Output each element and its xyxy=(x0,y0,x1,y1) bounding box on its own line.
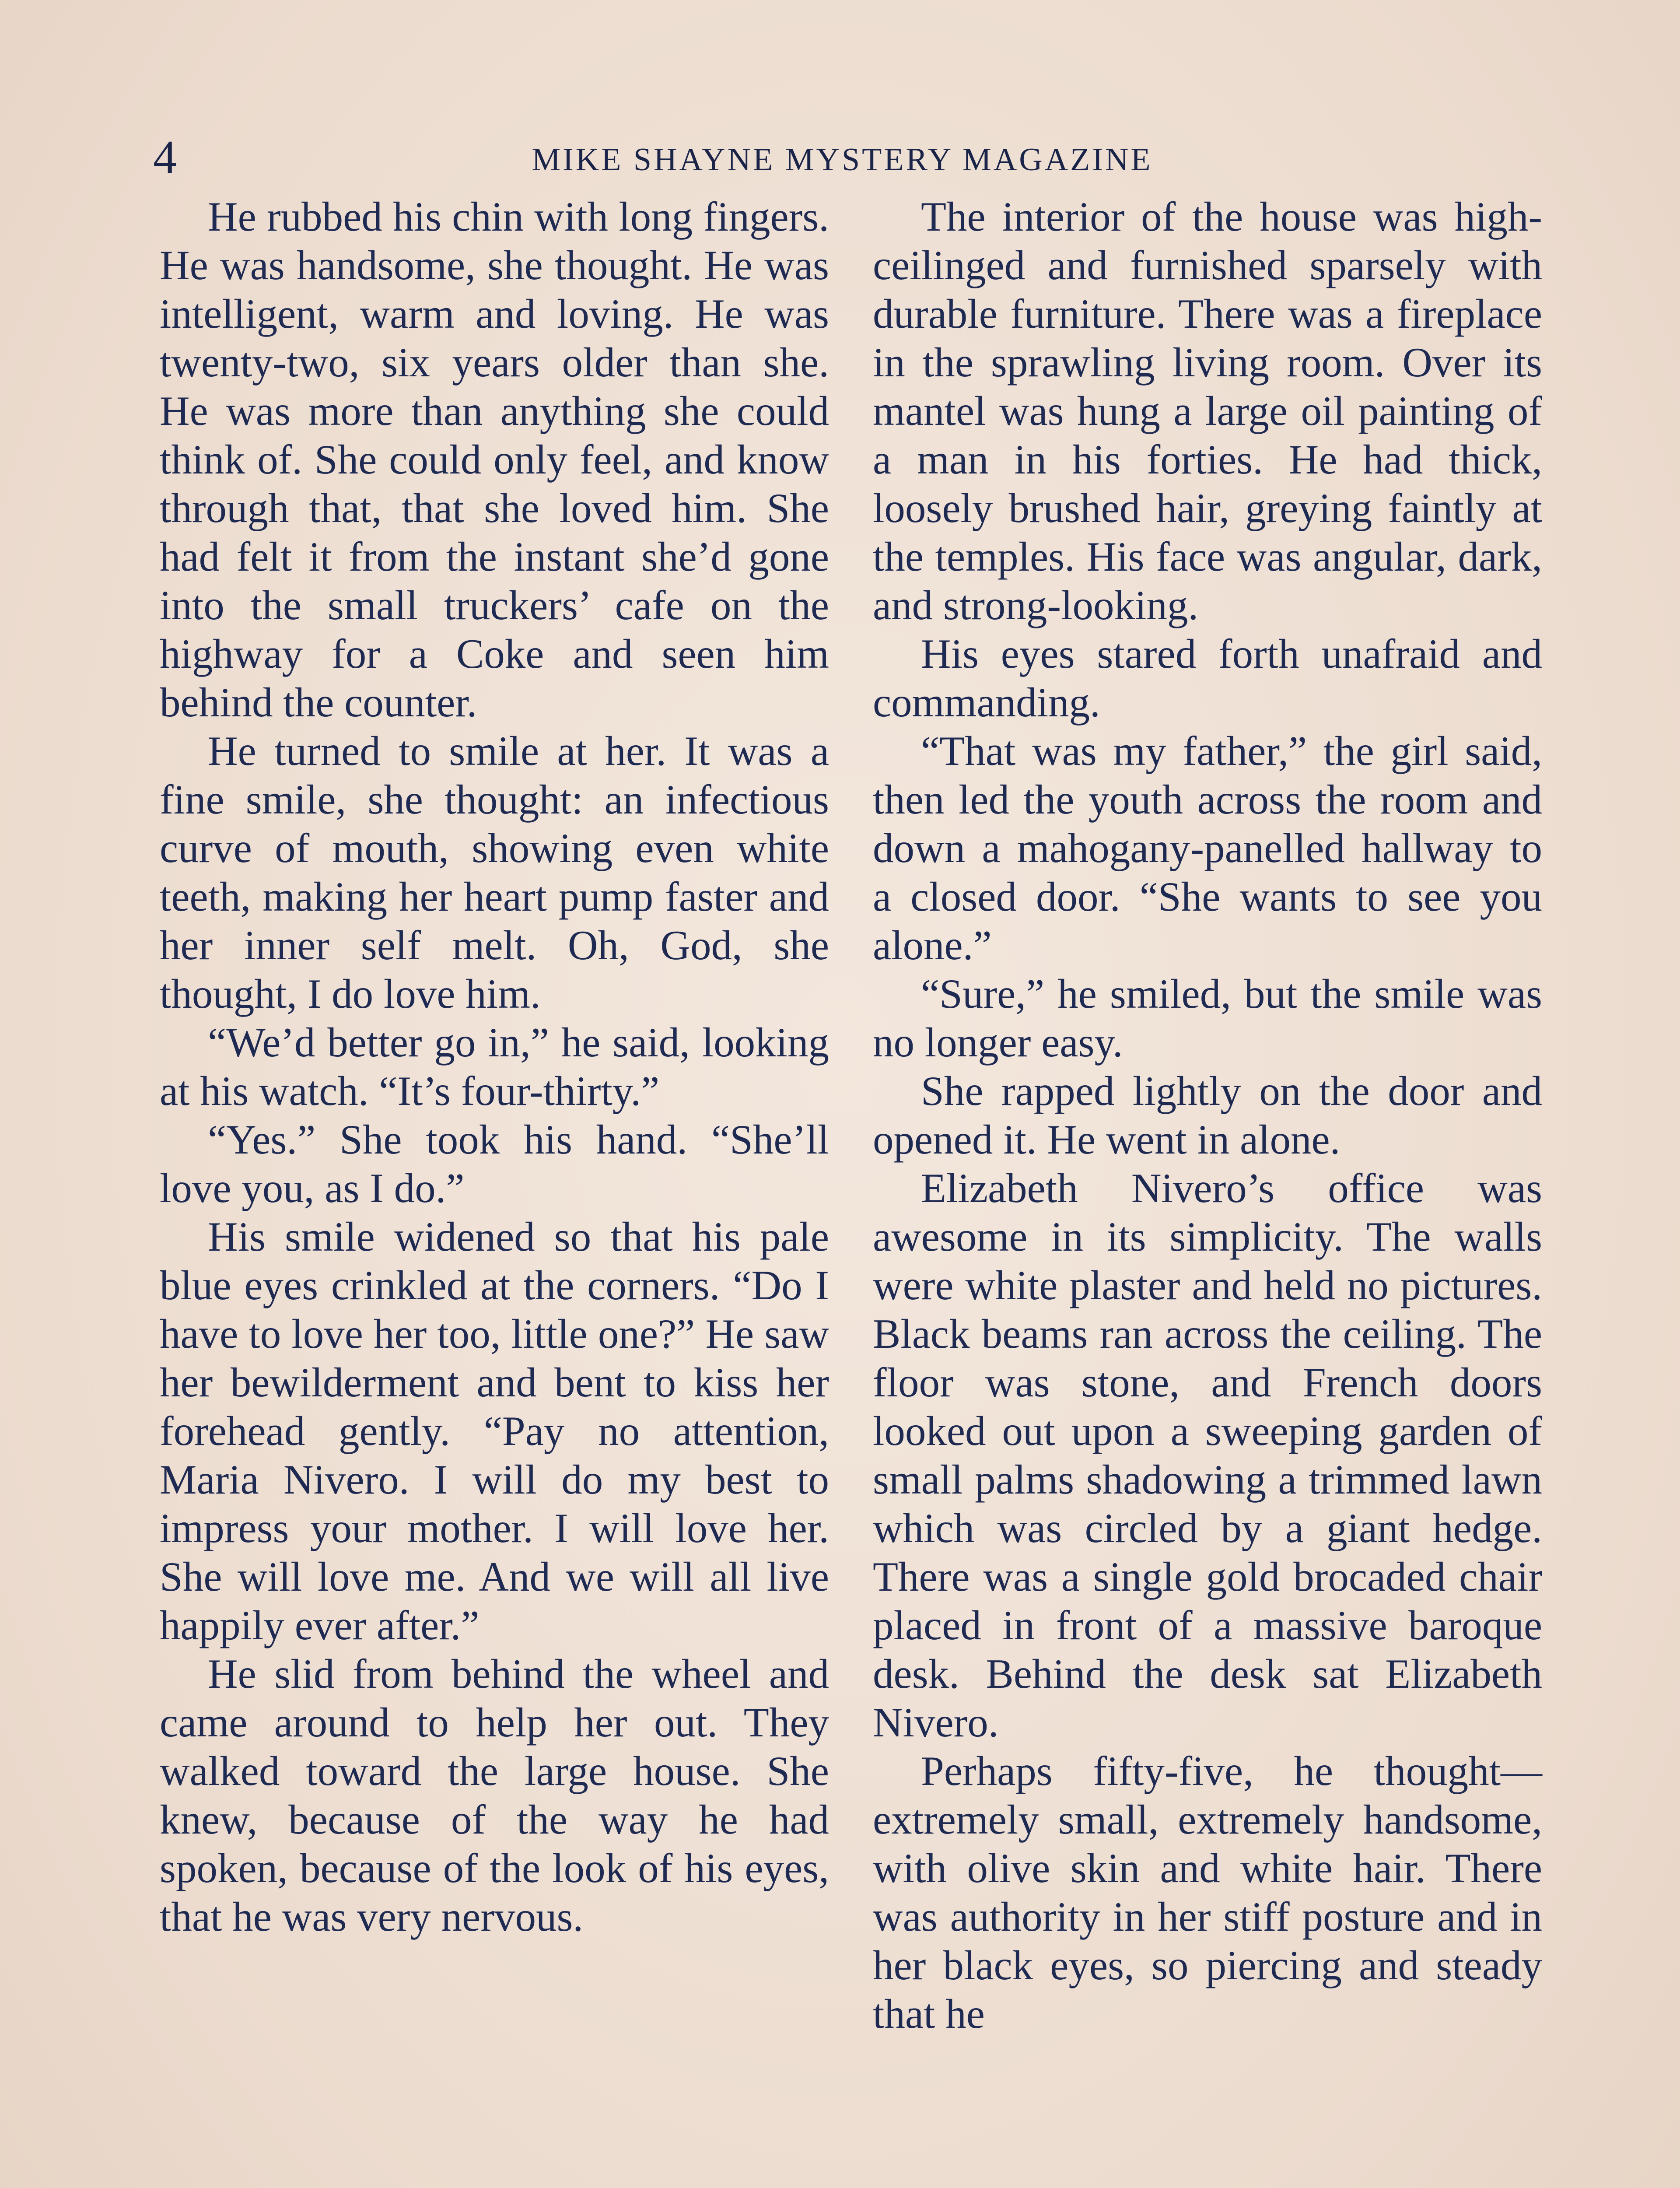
paragraph: He rubbed his chin with long fingers. He was handsome, she thought. He was intelligent, warm and loving. He was twenty-two, six years older than she. He was more than anything she could think of. She could only feel, and know through that, that she loved him. She had felt it from the instant she’d gone into the small truckers’ cafe on the highway for a Coke and seen him behind the counter. xyxy=(160,193,829,726)
paragraph: He slid from behind the wheel and came around to help her out. They walked toward the large house. She knew, because of the way he had spoken, because of the look of his eyes, that he was very nervous. xyxy=(160,1651,829,1940)
paragraph: “Yes.” She took his hand. “She’ll love you, as I do.” xyxy=(160,1116,829,1211)
paragraph: She rapped lightly on the door and opened it. He went in alone. xyxy=(873,1068,1542,1163)
paragraph: His eyes stared forth unafraid and commanding. xyxy=(873,631,1542,726)
paragraph: He turned to smile at her. It was a fine smile, she thought: an infectious curve of mouth, showing even white teeth, making her heart pump faster and her inner self melt. Oh, God, she thought, I do love him. xyxy=(160,728,829,1017)
left-column xyxy=(160,193,829,1941)
right-column xyxy=(873,193,1542,2038)
paragraph: “Sure,” he smiled, but the smile was no longer easy. xyxy=(873,971,1542,1066)
paragraph: His smile widened so that his pale blue eyes crinkled at the corners. “Do I have to love her too, little one?” He saw her bewilderment and bent to kiss her forehead gently. “Pay no attention, Maria Nivero. I will do my best to impress your mother. I will love her. She will love me. And we will all live happily ever after.” xyxy=(160,1213,829,1648)
page-header xyxy=(153,131,1531,184)
paragraph: Elizabeth Nivero’s office was awesome in its simplicity. The walls were white plaster and held no pictures. Black beams ran across the ceiling. The floor was stone, and French doors looked out upon a sweeping garden of small palms shadowing a trimmed lawn which was circled by a giant hedge. There was a single gold brocaded chair placed in front of a massive baroque desk. Behind the desk sat Elizabeth Nivero. xyxy=(873,1165,1542,1746)
page-number: 4 xyxy=(153,131,177,183)
paragraph: “We’d better go in,” he said, looking at his watch. “It’s four-thirty.” xyxy=(160,1019,829,1114)
paragraph: The interior of the house was high-ceilinged and furnished sparsely with durable furniture. There was a fireplace in the sprawling living room. Over its mantel was hung a large oil painting of a man in his forties. He had thick, loosely brushed hair, greying faintly at the temples. His face was angular, dark, and strong-looking. xyxy=(873,193,1542,628)
paragraph: Perhaps fifty-five, he thought—extremely small, extremely handsome, with olive skin and white hair. There was authority in her stiff posture and in her black eyes, so piercing and steady that he xyxy=(873,1748,1542,2037)
running-head: MIKE SHAYNE MYSTERY MAGAZINE xyxy=(532,142,1153,178)
paragraph: “That was my father,” the girl said, then led the youth across the room and down a mahogany-panelled hallway to a closed door. “She wants to see you alone.” xyxy=(873,728,1542,968)
